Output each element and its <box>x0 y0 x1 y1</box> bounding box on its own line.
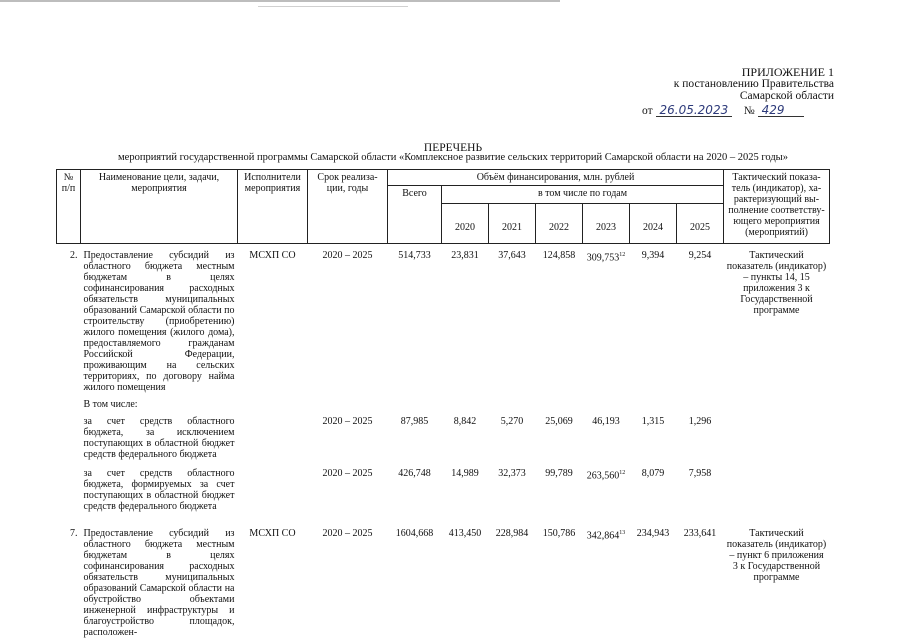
measures-table <box>56 169 830 640</box>
row-2020: 8,842 <box>453 416 477 427</box>
table-row <box>57 395 830 414</box>
table-row <box>57 522 830 640</box>
handwritten-number: 429 <box>758 104 804 117</box>
row-2025: 7,958 <box>688 468 712 479</box>
subtotal-label: В том числе: <box>83 399 138 410</box>
row-2025: 9,254 <box>688 250 712 261</box>
appendix-line-1: к постановлению Правительства <box>673 78 834 90</box>
row-2021: 228,984 <box>495 528 529 539</box>
header-year-2022: 2022 <box>536 204 583 244</box>
row-2023-footnote: 12 <box>619 252 626 258</box>
row-2020: 14,989 <box>451 468 479 479</box>
row-2025: 1,296 <box>688 416 712 427</box>
table-row <box>57 414 830 466</box>
row-2023: 46,193 <box>592 416 620 427</box>
header-funding: Объём финансирования, млн. рублей <box>388 170 724 186</box>
header-executor: Исполнители мероприятия <box>238 170 308 244</box>
row-executor: МСХП СО <box>249 250 296 261</box>
row-name: Предоставление субсидий из областного бюджета местным бюджетам в целях софинансирования расходных обязательств муниципальных образований Самарской области на обустройство объектами инженерной инфраструктуры и благоустройство площадок, расположен- <box>83 528 235 638</box>
header-year-2024: 2024 <box>630 204 677 244</box>
table-row <box>57 466 830 522</box>
row-2022: 25,069 <box>545 416 573 427</box>
document-title: ПЕРЕЧЕНЬ <box>423 142 483 154</box>
row-2024: 8,079 <box>641 468 665 479</box>
row-2025: 233,641 <box>683 528 717 539</box>
row-total: 514,733 <box>398 250 431 261</box>
header-name: Наименование цели, задачи, мероприятия <box>81 170 238 244</box>
header-total: Всего <box>388 186 442 244</box>
appendix-date-line <box>594 104 834 117</box>
scan-top-line <box>0 0 560 2</box>
appendix-title: ПРИЛОЖЕНИЕ 1 <box>741 65 834 79</box>
header-num: № п/п <box>57 170 81 244</box>
row-2023-value: 342,864 <box>586 530 620 542</box>
row-num: 7. <box>70 528 78 539</box>
row-2023-footnote: 13 <box>619 530 626 536</box>
header-year-2023: 2023 <box>583 204 630 244</box>
row-indicator: Тактический показатель (индикатор) – пункт 6 приложения 3 к Государственной программе <box>726 528 827 583</box>
row-2022: 150,786 <box>542 528 576 539</box>
row-2024: 234,943 <box>636 528 670 539</box>
scan-top-line-2 <box>258 6 408 7</box>
row-total: 426,748 <box>398 468 431 479</box>
header-by-years: в том числе по годам <box>442 186 724 204</box>
row-2023 <box>583 522 630 640</box>
appendix-block <box>594 66 834 117</box>
row-period: 2020 – 2025 <box>322 416 373 427</box>
row-2023 <box>583 466 630 522</box>
header-year-2025: 2025 <box>677 204 724 244</box>
row-2023-value: 263,560 <box>586 470 620 482</box>
row-2022: 99,789 <box>545 468 573 479</box>
row-total: 87,985 <box>400 416 429 427</box>
header-indicator: Тактический показа-тель (индикатор), ха-рактеризующий вы-полнение соответству-ющего мероприятия (мероприятий) <box>724 170 830 244</box>
row-name: за счет средств областного бюджета, формируемых за счет поступающих в областной бюджет средств федерального бюджета <box>83 468 235 512</box>
row-2023-value: 309,753 <box>586 252 620 264</box>
row-2022: 124,858 <box>542 250 576 261</box>
row-period: 2020 – 2025 <box>322 528 373 539</box>
row-num: 2. <box>70 250 78 261</box>
document-subtitle: мероприятий государственной программы Самарской области «Комплексное развитие сельских территорий Самарской области на 2020 – 2025 годы» <box>118 152 788 163</box>
row-2020: 413,450 <box>448 528 482 539</box>
row-indicator: Тактический показатель (индикатор) – пункты 14, 15 приложения 3 к Государственной программе <box>726 250 827 316</box>
row-name: Предоставление субсидий из областного бюджета местным бюджетам в целях софинансирования расходных обязательств муниципальных образований Самарской области по строительству (приобретению) жилого помещения (жилого дома), предоставляемого гражданам Российской Федерации, проживающим на сельских территориях, по договору найма жилого помещения <box>83 250 235 393</box>
row-name: за счет средств областного бюджета, за исключением поступающих в областной бюджет средств федерального бюджета <box>83 416 235 460</box>
row-period: 2020 – 2025 <box>322 468 373 479</box>
table-row <box>57 244 830 396</box>
header-period: Срок реализа-ции, годы <box>308 170 388 244</box>
row-total: 1604,668 <box>395 528 434 539</box>
number-label: № <box>743 105 755 117</box>
row-2021: 32,373 <box>498 468 526 479</box>
row-2021: 5,270 <box>500 416 524 427</box>
row-2020: 23,831 <box>451 250 479 261</box>
handwritten-date: 26.05.2023 <box>656 104 733 117</box>
row-2023-footnote: 12 <box>619 470 626 476</box>
row-executor: МСХП СО <box>249 528 296 539</box>
row-period: 2020 – 2025 <box>322 250 373 261</box>
row-2023 <box>583 244 630 396</box>
header-year-2020: 2020 <box>442 204 489 244</box>
row-2021: 37,643 <box>498 250 526 261</box>
appendix-line-2: Самарской области <box>739 90 834 102</box>
header-year-2021: 2021 <box>489 204 536 244</box>
row-2024: 9,394 <box>641 250 665 261</box>
from-label: от <box>642 105 653 117</box>
row-2024: 1,315 <box>641 416 665 427</box>
